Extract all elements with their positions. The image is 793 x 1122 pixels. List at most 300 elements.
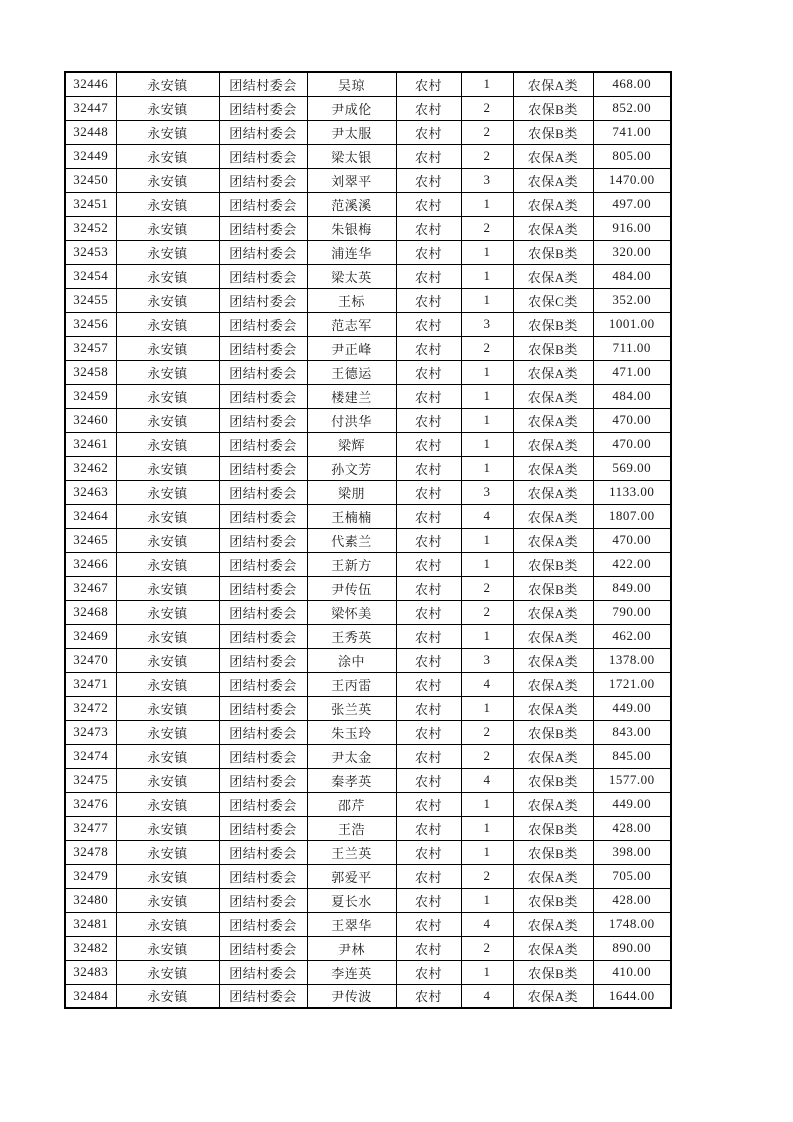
- cell-insurance-category: 农保A类: [513, 360, 593, 384]
- cell-person-count: 1: [461, 528, 513, 552]
- cell-town: 永安镇: [116, 384, 219, 408]
- cell-record-id: 32482: [65, 936, 116, 960]
- cell-amount: 462.00: [593, 624, 671, 648]
- cell-area-type: 农村: [396, 120, 461, 144]
- cell-amount: 1133.00: [593, 480, 671, 504]
- cell-record-id: 32473: [65, 720, 116, 744]
- cell-insurance-category: 农保A类: [513, 864, 593, 888]
- cell-town: 永安镇: [116, 936, 219, 960]
- cell-record-id: 32474: [65, 744, 116, 768]
- cell-village-committee: 团结村委会: [219, 408, 307, 432]
- cell-village-committee: 团结村委会: [219, 984, 307, 1008]
- cell-amount: 468.00: [593, 72, 671, 96]
- cell-town: 永安镇: [116, 504, 219, 528]
- cell-person-count: 1: [461, 264, 513, 288]
- cell-person-name: 梁辉: [307, 432, 396, 456]
- cell-person-count: 2: [461, 120, 513, 144]
- cell-record-id: 32484: [65, 984, 116, 1008]
- cell-area-type: 农村: [396, 432, 461, 456]
- cell-area-type: 农村: [396, 552, 461, 576]
- cell-area-type: 农村: [396, 960, 461, 984]
- cell-amount: 470.00: [593, 432, 671, 456]
- cell-village-committee: 团结村委会: [219, 600, 307, 624]
- cell-town: 永安镇: [116, 528, 219, 552]
- cell-record-id: 32466: [65, 552, 116, 576]
- cell-area-type: 农村: [396, 216, 461, 240]
- cell-person-count: 1: [461, 72, 513, 96]
- cell-area-type: 农村: [396, 864, 461, 888]
- cell-amount: 1644.00: [593, 984, 671, 1008]
- cell-person-name: 夏长水: [307, 888, 396, 912]
- table-row: [65, 888, 671, 912]
- table-row: [65, 408, 671, 432]
- cell-area-type: 农村: [396, 384, 461, 408]
- cell-area-type: 农村: [396, 576, 461, 600]
- cell-person-count: 1: [461, 888, 513, 912]
- cell-village-committee: 团结村委会: [219, 840, 307, 864]
- table-row: [65, 336, 671, 360]
- cell-record-id: 32463: [65, 480, 116, 504]
- cell-person-count: 3: [461, 648, 513, 672]
- cell-insurance-category: 农保B类: [513, 888, 593, 912]
- cell-person-count: 1: [461, 960, 513, 984]
- cell-amount: 1721.00: [593, 672, 671, 696]
- cell-person-count: 2: [461, 600, 513, 624]
- table-body: [65, 72, 671, 1008]
- cell-person-count: 4: [461, 768, 513, 792]
- cell-area-type: 农村: [396, 336, 461, 360]
- cell-person-name: 尹太金: [307, 744, 396, 768]
- cell-town: 永安镇: [116, 432, 219, 456]
- cell-area-type: 农村: [396, 720, 461, 744]
- cell-person-name: 王秀英: [307, 624, 396, 648]
- cell-record-id: 32456: [65, 312, 116, 336]
- cell-insurance-category: 农保A类: [513, 408, 593, 432]
- cell-person-name: 尹成伦: [307, 96, 396, 120]
- table-row: [65, 120, 671, 144]
- table-row: [65, 936, 671, 960]
- cell-amount: 741.00: [593, 120, 671, 144]
- cell-insurance-category: 农保A类: [513, 744, 593, 768]
- cell-insurance-category: 农保B类: [513, 552, 593, 576]
- cell-town: 永安镇: [116, 768, 219, 792]
- cell-insurance-category: 农保A类: [513, 792, 593, 816]
- cell-person-count: 4: [461, 912, 513, 936]
- cell-insurance-category: 农保B类: [513, 720, 593, 744]
- cell-person-count: 1: [461, 840, 513, 864]
- cell-town: 永安镇: [116, 672, 219, 696]
- table-row: [65, 720, 671, 744]
- cell-area-type: 农村: [396, 912, 461, 936]
- cell-record-id: 32467: [65, 576, 116, 600]
- cell-amount: 352.00: [593, 288, 671, 312]
- cell-village-committee: 团结村委会: [219, 576, 307, 600]
- table-row: [65, 816, 671, 840]
- table-row: [65, 696, 671, 720]
- cell-record-id: 32459: [65, 384, 116, 408]
- cell-insurance-category: 农保A类: [513, 936, 593, 960]
- cell-village-committee: 团结村委会: [219, 720, 307, 744]
- cell-amount: 320.00: [593, 240, 671, 264]
- cell-insurance-category: 农保A类: [513, 672, 593, 696]
- table-row: [65, 504, 671, 528]
- cell-person-name: 梁太银: [307, 144, 396, 168]
- cell-village-committee: 团结村委会: [219, 360, 307, 384]
- cell-town: 永安镇: [116, 696, 219, 720]
- cell-person-name: 尹传伍: [307, 576, 396, 600]
- cell-insurance-category: 农保B类: [513, 240, 593, 264]
- cell-person-name: 朱玉玲: [307, 720, 396, 744]
- table-row: [65, 384, 671, 408]
- cell-amount: 1577.00: [593, 768, 671, 792]
- cell-record-id: 32477: [65, 816, 116, 840]
- cell-area-type: 农村: [396, 624, 461, 648]
- cell-village-committee: 团结村委会: [219, 816, 307, 840]
- cell-village-committee: 团结村委会: [219, 480, 307, 504]
- cell-amount: 916.00: [593, 216, 671, 240]
- cell-insurance-category: 农保A类: [513, 72, 593, 96]
- cell-town: 永安镇: [116, 144, 219, 168]
- cell-record-id: 32479: [65, 864, 116, 888]
- cell-area-type: 农村: [396, 72, 461, 96]
- cell-town: 永安镇: [116, 960, 219, 984]
- cell-person-name: 王翠华: [307, 912, 396, 936]
- cell-person-name: 梁怀美: [307, 600, 396, 624]
- cell-amount: 805.00: [593, 144, 671, 168]
- cell-person-count: 1: [461, 432, 513, 456]
- cell-town: 永安镇: [116, 480, 219, 504]
- cell-record-id: 32468: [65, 600, 116, 624]
- table-row: [65, 912, 671, 936]
- cell-person-count: 2: [461, 336, 513, 360]
- cell-area-type: 农村: [396, 696, 461, 720]
- cell-village-committee: 团结村委会: [219, 96, 307, 120]
- cell-village-committee: 团结村委会: [219, 72, 307, 96]
- cell-amount: 471.00: [593, 360, 671, 384]
- cell-insurance-category: 农保B类: [513, 96, 593, 120]
- cell-amount: 410.00: [593, 960, 671, 984]
- table-row: [65, 984, 671, 1008]
- subsidy-table: [64, 71, 672, 1009]
- cell-amount: 428.00: [593, 816, 671, 840]
- cell-record-id: 32475: [65, 768, 116, 792]
- cell-town: 永安镇: [116, 456, 219, 480]
- table-row: [65, 600, 671, 624]
- cell-insurance-category: 农保A类: [513, 600, 593, 624]
- cell-record-id: 32450: [65, 168, 116, 192]
- cell-person-name: 付洪华: [307, 408, 396, 432]
- cell-record-id: 32452: [65, 216, 116, 240]
- table-row: [65, 480, 671, 504]
- cell-area-type: 农村: [396, 984, 461, 1008]
- cell-area-type: 农村: [396, 408, 461, 432]
- cell-town: 永安镇: [116, 792, 219, 816]
- cell-amount: 790.00: [593, 600, 671, 624]
- cell-area-type: 农村: [396, 288, 461, 312]
- cell-insurance-category: 农保B类: [513, 768, 593, 792]
- cell-amount: 449.00: [593, 792, 671, 816]
- cell-person-count: 2: [461, 576, 513, 600]
- cell-town: 永安镇: [116, 120, 219, 144]
- cell-town: 永安镇: [116, 912, 219, 936]
- cell-insurance-category: 农保A类: [513, 648, 593, 672]
- cell-amount: 484.00: [593, 264, 671, 288]
- table-row: [65, 792, 671, 816]
- cell-amount: 849.00: [593, 576, 671, 600]
- cell-person-name: 尹太服: [307, 120, 396, 144]
- table-row: [65, 312, 671, 336]
- cell-record-id: 32454: [65, 264, 116, 288]
- table-row: [65, 648, 671, 672]
- cell-person-count: 1: [461, 192, 513, 216]
- cell-town: 永安镇: [116, 360, 219, 384]
- cell-area-type: 农村: [396, 264, 461, 288]
- cell-amount: 569.00: [593, 456, 671, 480]
- cell-insurance-category: 农保A类: [513, 696, 593, 720]
- cell-record-id: 32480: [65, 888, 116, 912]
- cell-insurance-category: 农保B类: [513, 816, 593, 840]
- cell-record-id: 32465: [65, 528, 116, 552]
- cell-record-id: 32470: [65, 648, 116, 672]
- cell-insurance-category: 农保A类: [513, 528, 593, 552]
- cell-village-committee: 团结村委会: [219, 504, 307, 528]
- cell-record-id: 32448: [65, 120, 116, 144]
- cell-person-name: 楼建兰: [307, 384, 396, 408]
- cell-amount: 470.00: [593, 528, 671, 552]
- cell-person-name: 尹林: [307, 936, 396, 960]
- table-row: [65, 576, 671, 600]
- cell-insurance-category: 农保A类: [513, 480, 593, 504]
- cell-village-committee: 团结村委会: [219, 672, 307, 696]
- cell-amount: 705.00: [593, 864, 671, 888]
- cell-person-name: 梁太英: [307, 264, 396, 288]
- cell-insurance-category: 农保A类: [513, 624, 593, 648]
- cell-town: 永安镇: [116, 96, 219, 120]
- table-row: [65, 96, 671, 120]
- cell-area-type: 农村: [396, 768, 461, 792]
- cell-insurance-category: 农保B类: [513, 120, 593, 144]
- cell-record-id: 32464: [65, 504, 116, 528]
- cell-area-type: 农村: [396, 504, 461, 528]
- cell-person-count: 2: [461, 96, 513, 120]
- cell-town: 永安镇: [116, 312, 219, 336]
- cell-village-committee: 团结村委会: [219, 648, 307, 672]
- cell-town: 永安镇: [116, 288, 219, 312]
- cell-village-committee: 团结村委会: [219, 288, 307, 312]
- cell-amount: 843.00: [593, 720, 671, 744]
- cell-person-count: 1: [461, 696, 513, 720]
- cell-person-count: 2: [461, 864, 513, 888]
- cell-area-type: 农村: [396, 456, 461, 480]
- cell-person-name: 尹传波: [307, 984, 396, 1008]
- cell-person-count: 1: [461, 792, 513, 816]
- cell-record-id: 32453: [65, 240, 116, 264]
- table-row: [65, 240, 671, 264]
- cell-record-id: 32458: [65, 360, 116, 384]
- cell-town: 永安镇: [116, 624, 219, 648]
- cell-person-name: 范溪溪: [307, 192, 396, 216]
- cell-area-type: 农村: [396, 168, 461, 192]
- cell-town: 永安镇: [116, 984, 219, 1008]
- cell-village-committee: 团结村委会: [219, 144, 307, 168]
- cell-village-committee: 团结村委会: [219, 240, 307, 264]
- cell-town: 永安镇: [116, 888, 219, 912]
- cell-area-type: 农村: [396, 816, 461, 840]
- cell-village-committee: 团结村委会: [219, 168, 307, 192]
- cell-person-name: 秦孝英: [307, 768, 396, 792]
- cell-village-committee: 团结村委会: [219, 216, 307, 240]
- cell-insurance-category: 农保A类: [513, 456, 593, 480]
- cell-area-type: 农村: [396, 144, 461, 168]
- cell-insurance-category: 农保B类: [513, 576, 593, 600]
- cell-insurance-category: 农保A类: [513, 144, 593, 168]
- cell-record-id: 32455: [65, 288, 116, 312]
- cell-record-id: 32447: [65, 96, 116, 120]
- cell-amount: 890.00: [593, 936, 671, 960]
- cell-area-type: 农村: [396, 312, 461, 336]
- cell-village-committee: 团结村委会: [219, 432, 307, 456]
- cell-person-count: 1: [461, 408, 513, 432]
- cell-town: 永安镇: [116, 840, 219, 864]
- cell-person-count: 2: [461, 720, 513, 744]
- cell-amount: 428.00: [593, 888, 671, 912]
- cell-record-id: 32451: [65, 192, 116, 216]
- cell-town: 永安镇: [116, 336, 219, 360]
- cell-town: 永安镇: [116, 864, 219, 888]
- cell-area-type: 农村: [396, 648, 461, 672]
- cell-person-count: 1: [461, 360, 513, 384]
- cell-person-count: 2: [461, 216, 513, 240]
- cell-insurance-category: 农保C类: [513, 288, 593, 312]
- cell-village-committee: 团结村委会: [219, 768, 307, 792]
- cell-insurance-category: 农保A类: [513, 984, 593, 1008]
- cell-amount: 449.00: [593, 696, 671, 720]
- cell-town: 永安镇: [116, 648, 219, 672]
- cell-insurance-category: 农保A类: [513, 504, 593, 528]
- cell-town: 永安镇: [116, 720, 219, 744]
- cell-area-type: 农村: [396, 744, 461, 768]
- table-row: [65, 624, 671, 648]
- cell-village-committee: 团结村委会: [219, 312, 307, 336]
- cell-person-name: 朱银梅: [307, 216, 396, 240]
- cell-person-count: 4: [461, 984, 513, 1008]
- cell-person-name: 张兰英: [307, 696, 396, 720]
- table-row: [65, 960, 671, 984]
- cell-person-count: 2: [461, 936, 513, 960]
- cell-area-type: 农村: [396, 792, 461, 816]
- cell-insurance-category: 农保B类: [513, 312, 593, 336]
- cell-person-name: 李连英: [307, 960, 396, 984]
- cell-village-committee: 团结村委会: [219, 936, 307, 960]
- cell-insurance-category: 农保A类: [513, 384, 593, 408]
- cell-person-name: 王兰英: [307, 840, 396, 864]
- cell-village-committee: 团结村委会: [219, 888, 307, 912]
- cell-amount: 1001.00: [593, 312, 671, 336]
- cell-record-id: 32471: [65, 672, 116, 696]
- cell-person-name: 王标: [307, 288, 396, 312]
- cell-person-name: 王德运: [307, 360, 396, 384]
- cell-area-type: 农村: [396, 936, 461, 960]
- cell-area-type: 农村: [396, 240, 461, 264]
- cell-area-type: 农村: [396, 480, 461, 504]
- cell-amount: 852.00: [593, 96, 671, 120]
- cell-person-count: 1: [461, 816, 513, 840]
- cell-area-type: 农村: [396, 672, 461, 696]
- cell-area-type: 农村: [396, 96, 461, 120]
- cell-village-committee: 团结村委会: [219, 624, 307, 648]
- cell-record-id: 32449: [65, 144, 116, 168]
- cell-record-id: 32472: [65, 696, 116, 720]
- cell-person-count: 1: [461, 384, 513, 408]
- cell-person-name: 代素兰: [307, 528, 396, 552]
- cell-person-name: 浦连华: [307, 240, 396, 264]
- cell-amount: 1378.00: [593, 648, 671, 672]
- cell-record-id: 32462: [65, 456, 116, 480]
- cell-town: 永安镇: [116, 552, 219, 576]
- cell-area-type: 农村: [396, 600, 461, 624]
- cell-town: 永安镇: [116, 600, 219, 624]
- cell-town: 永安镇: [116, 264, 219, 288]
- table-row: [65, 432, 671, 456]
- cell-person-name: 邵芹: [307, 792, 396, 816]
- cell-record-id: 32481: [65, 912, 116, 936]
- cell-person-name: 刘翠平: [307, 168, 396, 192]
- cell-person-count: 2: [461, 744, 513, 768]
- cell-record-id: 32469: [65, 624, 116, 648]
- cell-village-committee: 团结村委会: [219, 192, 307, 216]
- cell-village-committee: 团结村委会: [219, 792, 307, 816]
- cell-person-name: 范志军: [307, 312, 396, 336]
- cell-insurance-category: 农保A类: [513, 192, 593, 216]
- cell-person-name: 吴琼: [307, 72, 396, 96]
- cell-record-id: 32478: [65, 840, 116, 864]
- cell-town: 永安镇: [116, 192, 219, 216]
- cell-person-count: 4: [461, 672, 513, 696]
- cell-person-count: 1: [461, 624, 513, 648]
- cell-town: 永安镇: [116, 168, 219, 192]
- table-row: [65, 216, 671, 240]
- cell-village-committee: 团结村委会: [219, 552, 307, 576]
- cell-village-committee: 团结村委会: [219, 120, 307, 144]
- cell-insurance-category: 农保A类: [513, 168, 593, 192]
- table-row: [65, 456, 671, 480]
- cell-person-count: 1: [461, 288, 513, 312]
- cell-amount: 845.00: [593, 744, 671, 768]
- cell-amount: 484.00: [593, 384, 671, 408]
- cell-town: 永安镇: [116, 576, 219, 600]
- cell-town: 永安镇: [116, 408, 219, 432]
- cell-area-type: 农村: [396, 888, 461, 912]
- cell-person-count: 3: [461, 480, 513, 504]
- table-row: [65, 768, 671, 792]
- cell-village-committee: 团结村委会: [219, 384, 307, 408]
- table-row: [65, 360, 671, 384]
- cell-town: 永安镇: [116, 240, 219, 264]
- cell-village-committee: 团结村委会: [219, 264, 307, 288]
- cell-amount: 711.00: [593, 336, 671, 360]
- cell-amount: 398.00: [593, 840, 671, 864]
- cell-person-count: 2: [461, 144, 513, 168]
- cell-person-count: 3: [461, 168, 513, 192]
- table-row: [65, 72, 671, 96]
- cell-person-count: 4: [461, 504, 513, 528]
- cell-amount: 1807.00: [593, 504, 671, 528]
- table-row: [65, 264, 671, 288]
- cell-village-committee: 团结村委会: [219, 456, 307, 480]
- cell-town: 永安镇: [116, 72, 219, 96]
- cell-person-name: 王浩: [307, 816, 396, 840]
- table-row: [65, 192, 671, 216]
